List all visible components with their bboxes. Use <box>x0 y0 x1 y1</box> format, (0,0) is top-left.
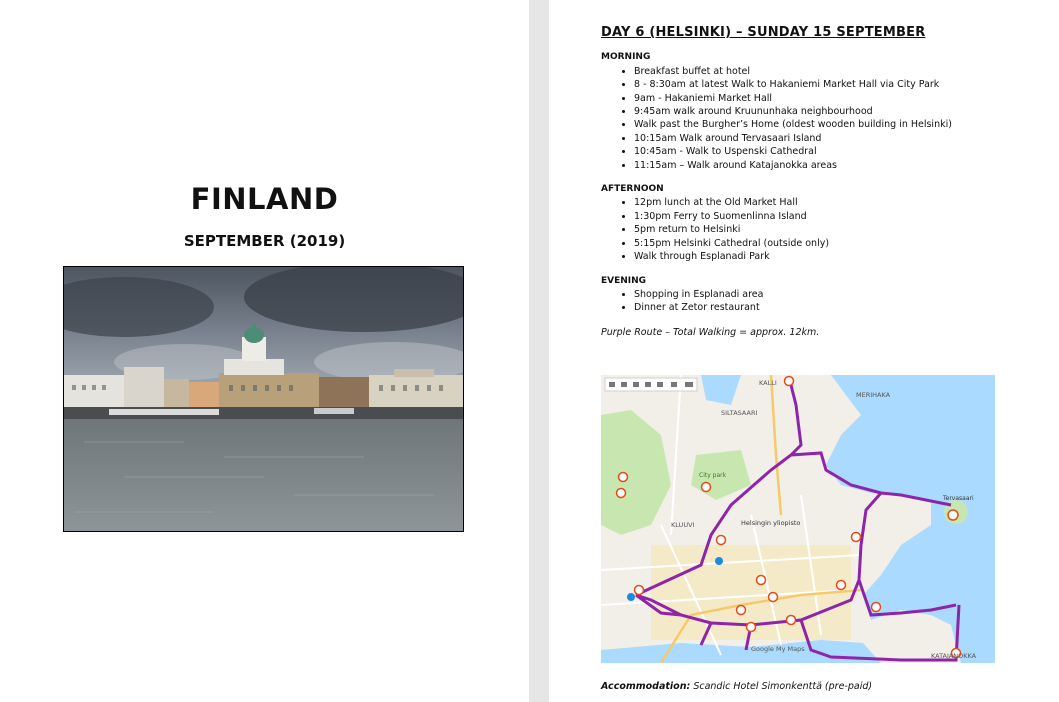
map-pin-icon <box>635 586 644 595</box>
map-pin-icon <box>702 483 711 492</box>
accommodation-label: Accommodation: <box>601 681 691 692</box>
day-heading: DAY 6 (HELSINKI) – SUNDAY 15 SEPTEMBER <box>601 25 926 40</box>
itinerary-text <box>601 26 1021 339</box>
list-item: • 10:15am Walk around Tervasaari Island <box>634 132 1021 145</box>
morning-list <box>601 65 1021 172</box>
cover-subtitle: SEPTEMBER (2019) <box>183 232 346 250</box>
map-label-university: Helsingin yliopisto <box>741 519 801 527</box>
list-item: • Walk through Esplanadi Park <box>634 250 1021 263</box>
list-item: • 12pm lunch at the Old Market Hall <box>634 196 1021 209</box>
list-item: • 5pm return to Helsinki <box>634 223 1021 236</box>
map-pin-icon <box>747 623 756 632</box>
map-label-siltasaari: SILTASAARI <box>721 409 758 417</box>
map-pin-icon <box>948 510 958 520</box>
map-label-katajanokka: KATAJANOKKA <box>931 652 977 660</box>
map-pin-icon <box>737 606 746 615</box>
list-item: • Shopping in Esplanadi area <box>634 288 1021 301</box>
accommodation-value: Scandic Hotel Simonkenttä (pre-paid) <box>693 681 873 692</box>
map-pin-icon <box>837 581 846 590</box>
map-pin-icon <box>617 489 626 498</box>
map-pin-icon <box>757 576 766 585</box>
section-label-morning: MORNING <box>601 52 651 63</box>
list-item: • 5:15pm Helsinki Cathedral (outside only) <box>634 237 1021 250</box>
cover-page <box>0 0 529 702</box>
afternoon-list <box>601 196 1021 263</box>
section-label-evening: EVENING <box>601 275 647 286</box>
list-item: • 11:15am – Walk around Katajanokka areas <box>634 159 1021 172</box>
helsinki-harbour-photo <box>63 266 464 532</box>
map-pin-icon <box>717 536 726 545</box>
map-pin-icon <box>769 593 778 602</box>
google-attribution: Google My Maps <box>751 645 805 653</box>
bus-stop-icon <box>715 557 723 565</box>
map-pin-icon <box>785 377 794 386</box>
map-label-merihaka: MERIHAKA <box>856 391 891 399</box>
itinerary-page <box>549 0 1059 702</box>
map-pin-icon <box>787 616 796 625</box>
map-pin-icon <box>852 533 861 542</box>
list-item: • 1:30pm Ferry to Suomenlinna Island <box>634 210 1021 223</box>
list-item: • 9am - Hakaniemi Market Hall <box>634 92 1021 105</box>
bus-stop-icon <box>627 593 635 601</box>
list-item: • 8 - 8:30am at latest Walk to Hakaniemi Market Hall via City Park <box>634 78 1021 91</box>
map-label-kalli: KALLI <box>759 379 777 387</box>
cover-title: FINLAND <box>190 182 339 216</box>
map-label-kluuvi: KLUUVI <box>671 521 695 529</box>
map-label-city-park: City park <box>699 472 727 479</box>
route-map[interactable] <box>601 375 995 663</box>
list-item: • Breakfast buffet at hotel <box>634 65 1021 78</box>
list-item: • Dinner at Zetor restaurant <box>634 301 1021 314</box>
list-item: • 10:45am - Walk to Uspenski Cathedral <box>634 145 1021 158</box>
list-item: • 9:45am walk around Kruununhaka neighbourhood <box>634 105 1021 118</box>
list-item: • Walk past the Burgher’s Home (oldest wooden building in Helsinki) <box>634 118 1021 131</box>
section-label-afternoon: AFTERNOON <box>601 184 664 195</box>
map-pin-icon <box>872 603 881 612</box>
map-pin-icon <box>619 473 628 482</box>
route-note: Purple Route – Total Walking = approx. 12km. <box>601 326 820 338</box>
accommodation-line <box>601 681 872 692</box>
evening-list <box>601 288 1021 315</box>
map-label-tervasaari: Tervasaari <box>943 495 974 502</box>
